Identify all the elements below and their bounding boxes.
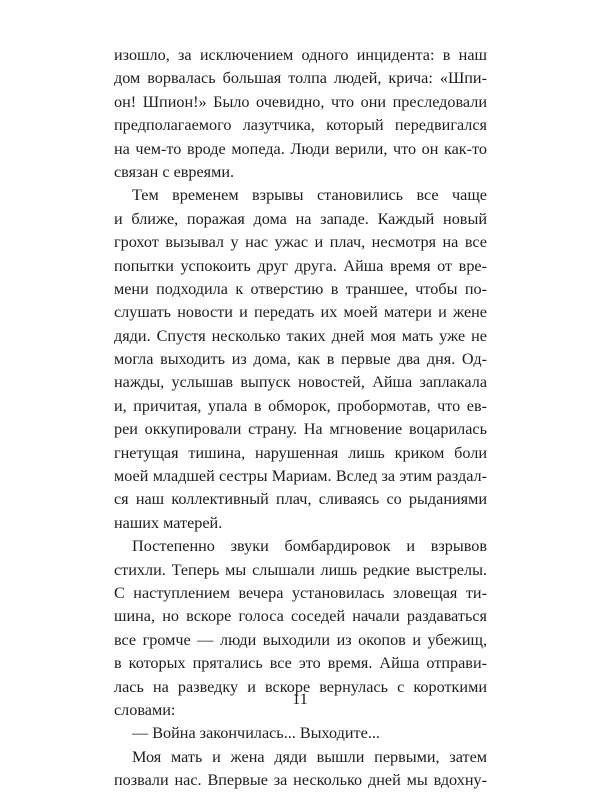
text-line: Постепенно звуки бомбардировок и взрывов xyxy=(132,537,487,556)
text-line: дом ворвалась большая толпа людей, крича: «Шпи- xyxy=(114,69,487,88)
text-line: и, причитая, упала в обморок, пробормотав, что ев- xyxy=(114,396,487,415)
text-line: предполагаемого лазутчика, который передвигался xyxy=(114,116,487,135)
text-line: Моя мать и жена дяди вышли первыми, затем xyxy=(132,747,487,766)
page-number: 11 xyxy=(292,691,308,708)
text-line: дяди. Спустя несколько таких дней моя мать уже не xyxy=(114,326,487,345)
text-line: могла выходить из дома, как в первые два дня. Од- xyxy=(114,350,487,369)
text-line: наших матерей. xyxy=(114,513,223,532)
page-text-body xyxy=(114,44,487,793)
text-line: Тем временем взрывы становились все чаще xyxy=(132,186,487,205)
text-line: ся наш коллективный плач, сливаясь со рыданиями xyxy=(114,490,487,509)
text-line: позвали нас. Впервые за несколько дней мы вдохну- xyxy=(114,771,487,790)
text-line: гнетущая тишина, нарушенная лишь криком боли xyxy=(114,443,487,462)
text-line: мени подходила к отверстию в траншее, чтобы по- xyxy=(114,279,487,298)
text-line: моей младшей сестры Мариам. Вслед за этим раздал- xyxy=(114,467,487,486)
text-line: на чем-то вроде мопеда. Люди верили, что он как-то xyxy=(114,139,487,158)
text-line: изошло, за исключением одного инцидента: в наш xyxy=(114,46,487,64)
text-line: — Война закончилась... Выходите... xyxy=(132,724,380,743)
text-line: слушать новости и передать их моей матери и жене xyxy=(114,303,487,322)
text-line: он! Шпион!» Было очевидно, что они преследовали xyxy=(114,92,487,111)
text-line: в которых прятались все это время. Айша отправи- xyxy=(114,654,487,673)
text-line: связан с евреями. xyxy=(114,162,235,181)
text-line: С наступлением вечера установилась зловещая ти- xyxy=(114,583,487,602)
text-line: стихли. Теперь мы слышали лишь редкие выстрелы. xyxy=(114,560,487,579)
text-line: и ближе, поражая дома на западе. Каждый новый xyxy=(114,209,487,228)
text-line: грохот вызывал у нас ужас и плач, несмотря на все xyxy=(114,233,487,252)
text-line: реи оккупировали страну. На мгновение воцарилась xyxy=(114,420,487,439)
text-line: нажды, услышав выпуск новостей, Айша заплакала xyxy=(114,373,487,392)
text-line: лась на разведку и вскоре вернулась с короткими xyxy=(114,677,487,696)
text-line: словами: xyxy=(114,700,176,719)
text-line: шина, но вскоре голоса соседей начали раздаваться xyxy=(114,607,487,626)
text-line: все громче — люди выходили из окопов и убежищ, xyxy=(114,630,487,649)
text-line: попытки успокоить друг друга. Айша время от вре- xyxy=(114,256,487,275)
